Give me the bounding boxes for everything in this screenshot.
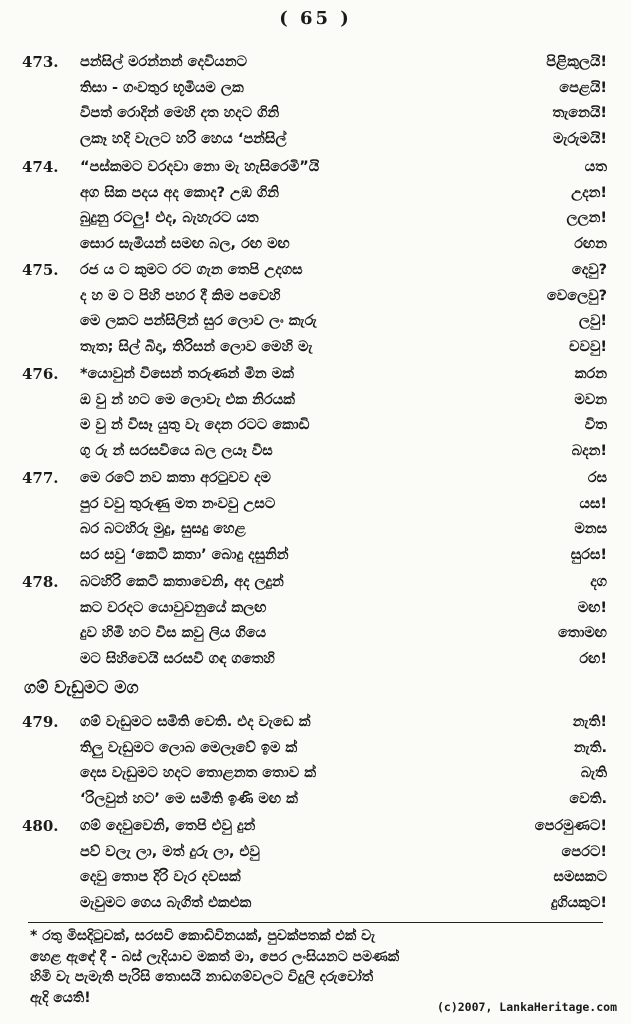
stanza-477	[22, 466, 607, 568]
stanza-473	[22, 50, 607, 152]
rhyme-word: යත	[584, 159, 607, 175]
verse-line	[22, 492, 607, 518]
rhyme-word: ලවු!	[578, 313, 607, 329]
verse-line	[22, 362, 607, 388]
verse-line	[22, 466, 607, 492]
verse-line	[22, 787, 607, 813]
rhyme-word: මවන	[574, 391, 607, 408]
verse-line	[22, 865, 607, 891]
rhyme-word: චවවු!	[569, 338, 607, 355]
verse-text: දෙස වැඩුමට හදට තොළනත තොව ක්	[80, 765, 316, 781]
verse-line	[22, 206, 607, 232]
rhyme-word: බදන!	[571, 442, 607, 459]
stanza-number: 478.	[22, 573, 59, 591]
stanza-number: 476.	[22, 365, 59, 383]
verse-text: බුදුනු රටලු! එද, බැහැරට යත	[80, 210, 259, 226]
verse-line	[22, 388, 607, 414]
rhyme-word: පෙරමුණට!	[534, 818, 607, 834]
copyright-notice: (c)2007, LankaHeritage.com	[436, 1000, 617, 1014]
verse-line	[22, 155, 607, 181]
verse-text: පුර වවු තුරුණු මත නංවවු උසට	[80, 495, 276, 512]
page-number: ( 65 )	[279, 8, 352, 29]
verse-text: “පස්කමට වරදවා නො මැ හැසිරෙමි”යි	[80, 159, 320, 175]
stanza-number: 475.	[22, 261, 59, 279]
stanza-number: 480.	[22, 817, 59, 835]
stanza-480	[22, 814, 607, 916]
rhyme-word: රඟන	[574, 235, 607, 252]
verse-line	[22, 258, 607, 284]
verse-text: ම වු න් විසෑ යුතු වැ දෙන රටට කොඩි	[80, 417, 310, 433]
verse-line	[22, 309, 607, 335]
rhyme-word: පෙළයි!	[559, 79, 607, 96]
rhyme-word: රඟ!	[579, 650, 607, 667]
rhyme-word: උදන!	[571, 184, 607, 201]
footnote	[30, 926, 610, 1008]
verse-text: මැවුමට ගෙය බැගිත් එකඑක	[80, 894, 252, 911]
verse-line	[22, 284, 607, 310]
rhyme-word: තැනෙයි!	[552, 105, 607, 121]
verse-text: මෙ ලකට පන්සිලින් සුර ලොව ලං කැරු	[80, 313, 317, 329]
footnote-line: * රතු මිසදිටුවක්, සරසවි කොඩිවිනයක්, පුවක්පතක් එක් වැ	[30, 928, 376, 944]
verse-text: මෙ රටේ නව කතා අරටුවව දම	[80, 470, 271, 486]
verse-text: දුව හිමි හට විස කවු ලිය ගියෙ	[80, 625, 267, 641]
stanza-number: 479.	[22, 713, 59, 731]
verse-line	[22, 814, 607, 840]
stanza-479	[22, 710, 607, 812]
rhyme-word: පිළිකුලයි!	[546, 54, 607, 70]
rhyme-word: සුරස!	[570, 546, 607, 563]
verse-line	[22, 439, 607, 465]
stanza-476	[22, 362, 607, 464]
stanza-474	[22, 155, 607, 257]
verse-text: ද හ ම ට පිහි පහර දී කිම පවෙහි	[80, 287, 281, 304]
verse-text: ‘රිලවුන් හට’ මෙ සමිති ඉණි මඟ ක්	[80, 790, 298, 807]
verse-text: දෙවු තොප දිරි වැර දවසක්	[80, 869, 241, 885]
rhyme-word: වෙති.	[569, 790, 607, 807]
verse-text: තැත; සිල් බිදා, තිරිසන් ලොව මෙහි මැ	[80, 338, 313, 355]
rhyme-word: නැති!	[572, 714, 607, 730]
verse-line	[22, 543, 607, 569]
verse-text: කට වරදට යොවුවනුයේ කලඟ	[80, 599, 267, 616]
verse-line	[22, 101, 607, 127]
rhyme-word: මනස	[574, 521, 607, 537]
verse-text: ඔ වු න් හට මෙ ලොවැ එක නිරයක්	[80, 391, 295, 408]
stanza-478	[22, 570, 607, 672]
verse-text: තිසා - ගංවතුර භූමියම ලක	[80, 79, 244, 96]
section-heading: ගම් වැඩුමට මග	[24, 678, 139, 698]
verse-line	[22, 840, 607, 866]
verse-line	[22, 127, 607, 153]
verse-line	[22, 181, 607, 207]
stanza-475	[22, 258, 607, 360]
verse-text: ගම් වැඩුමට සමිති වෙති. එද වැඩෙ ක්	[80, 714, 311, 730]
stanza-number: 474.	[22, 158, 59, 176]
rhyme-word: පෙරට!	[561, 843, 607, 860]
rhyme-word: බැති	[580, 765, 607, 781]
verse-line	[22, 517, 607, 543]
verse-text: අග සික පදය අද කොද? උඹ ගිනි	[80, 184, 280, 201]
rhyme-word: විත	[584, 417, 607, 433]
rhyme-word: කරන	[574, 366, 607, 382]
footnote-line: හෙළ ඇඳේ දී - බස් ලැදියාව මකත් මා, පෙර ලංසියනට පමණක්	[30, 948, 400, 965]
verse-line	[22, 647, 607, 673]
rhyme-word: දුගියකුට!	[550, 894, 607, 911]
stanza-number: 477.	[22, 469, 59, 487]
verse-line	[22, 596, 607, 622]
footnote-line: ඇදි යෙති!	[30, 989, 91, 1006]
rhyme-word: යස!	[579, 495, 607, 512]
verse-text: සොර සැමියන් සමඟ බල, රඟ මඟ	[80, 235, 290, 252]
rhyme-word: සමසකට	[553, 869, 607, 885]
rhyme-word: මඟ!	[577, 599, 607, 616]
rhyme-word: දග	[590, 574, 607, 590]
verse-text: බටහිරි කෙටි කතාවෙනි, අද ලදුන්	[80, 574, 284, 590]
verse-line	[22, 736, 607, 762]
stanza-number: 473.	[22, 53, 59, 71]
footnote-line: හිමි වැ පැමැති පැරිසි තොසයි නාඩගම්වලට විදුලි දරුවෝත්	[30, 969, 374, 985]
verse-line	[22, 621, 607, 647]
footnote-divider	[28, 922, 603, 923]
verse-line	[22, 335, 607, 361]
rhyme-word: මැරුමයි!	[552, 130, 607, 147]
verse-text: තිලු වැඩුමට ලොබ මෙලෑවේ ඉම ක්	[80, 739, 298, 756]
verse-line	[22, 50, 607, 76]
verse-line	[22, 710, 607, 736]
rhyme-word: තොමඟ	[557, 625, 607, 641]
verse-line	[22, 570, 607, 596]
rhyme-word: දෙවු?	[571, 262, 607, 278]
verse-text: *යොවුන් විසෙන් තරුණන් මින මක්	[80, 366, 294, 382]
verse-text: රජ ය ට කුමට රට ගැන තෙපි උදගස	[80, 262, 303, 278]
verse-text: ගු රු න් සරසවියෙ බල ලයෑ විස	[80, 442, 273, 459]
rhyme-word: නැති.	[573, 739, 607, 756]
verse-text: ගම් දෙවුවෙනි, තෙපි එවු දුන්	[80, 818, 256, 834]
rhyme-word: ලලන!	[566, 210, 607, 226]
verse-text: පව් වලැ ලා, මත් දුරු ලා, එවු	[80, 843, 260, 860]
verse-text: ලකෑ හදි වැලට හරි හෙය ‘පන්සිල්	[80, 130, 287, 147]
verse-text: සර සවු ‘කෙටි කතා’ බොදු දසුනින්	[80, 546, 289, 563]
verse-line	[22, 761, 607, 787]
verse-text: පන්සිල් මරන්නන් දෙවියනට	[80, 54, 248, 70]
verse-text: මට සිහිවෙයි සරසවි ගඳ ගතෙහි	[80, 650, 275, 667]
verse-line	[22, 413, 607, 439]
verse-line	[22, 76, 607, 102]
verse-text: බර බටහිරු මුදු, සුසදු හෙළ	[80, 521, 246, 537]
rhyme-word: වෙලෙවු?	[546, 287, 607, 304]
verse-line	[22, 232, 607, 258]
verse-line	[22, 891, 607, 917]
rhyme-word: රස	[587, 470, 607, 486]
verse-text: විපත් රොදින් මෙහි දත හදට ගිනි	[80, 105, 280, 121]
